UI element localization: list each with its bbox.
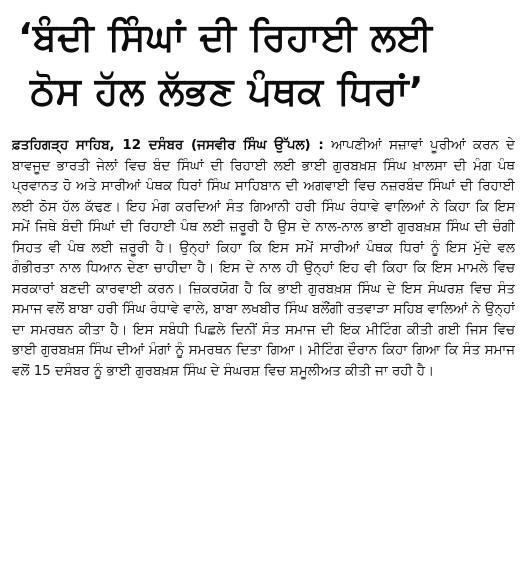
article-paragraph: [12, 136, 515, 382]
article-text: ਆਪਣੀਆਂ ਸਜ਼ਾਵਾਂ ਪੂਰੀਆਂ ਕਰਨ ਦੇ ਬਾਵਜੂਦ ਭਾਰਤੀ ਜੇਲਾਂ ਵਿਚ ਬੰਦ ਸਿੰਘਾਂ ਦੀ ਰਿਹਾਈ ਲਈ ਭਾਈ ਗੁਰਬਖ਼ਸ਼ ਸਿੰਘ ਖ਼ਾਲਸਾ ਦੀ ਮੰਗ ਪੰਥ ਪ੍ਰਵਾਨਤ ਹੋ ਅਤੇ ਸਾਰੀਆਂ ਪੰਥਕ ਧਿਰਾਂ ਸਿੰਘ ਸਾਹਿਬਾਨ ਦੀ ਅਗਵਾਈ ਵਿਚ ਨਜ਼ਰਬੰਦ ਸਿੰਘਾਂ ਦੀ ਰਿਹਾਈ ਲਈ ਠੋਸ ਹੱਲ ਕੱਢਣ। ਇਹ ਮੰਗ ਕਰਦਿਆਂ ਸੰਤ ਗਿਆਨੀ ਹਰੀ ਸਿੰਘ ਰੰਧਾਵੇ ਵਾਲਿਆਂ ਨੇ ਕਿਹਾ ਕਿ ਇਸ ਸਮੇਂ ਜਿਥੇ ਬੰਦੀ ਸਿੰਘਾਂ ਦੀ ਰਿਹਾਈ ਪੰਥ ਲਈ ਜ਼ਰੂਰੀ ਹੈ ਉਸ ਦੇ ਨਾਲ-ਨਾਲ ਭਾਈ ਗੁਰਬਖ਼ਸ਼ ਸਿੰਘ ਦੀ ਚੰਗੀ ਸਿਹਤ ਵੀ ਪੰਥ ਲਈ ਜ਼ਰੂਰੀ ਹੈ। ਉਨ੍ਹਾਂ ਕਿਹਾ ਕਿ ਇਸ ਸਮੇਂ ਸਾਰੀਆਂ ਪੰਥਕ ਧਿਰਾਂ ਨੂੰ ਇਸ ਮੁੱਦੇ ਵਲ ਗੰਭੀਰਤਾ ਨਾਲ ਧਿਆਨ ਦੇਣਾ ਚਾਹੀਦਾ ਹੈ। ਇਸ ਦੇ ਨਾਲ ਹੀ ਉਨ੍ਹਾਂ ਇਹ ਵੀ ਕਿਹਾ ਕਿ ਇਸ ਮਾਮਲੇ ਵਿਚ ਸਰਕਾਰਾਂ ਬਣਦੀ ਕਾਰਵਾਈ ਕਰਨ। ਜ਼ਿਕਰਯੋਗ ਹੈ ਕਿ ਭਾਈ ਗੁਰਬਖ਼ਸ਼ ਸਿੰਘ ਦੇ ਇਸ ਸੰਘਰਸ਼ ਵਿਚ ਸੰਤ ਸਮਾਜ ਵਲੋਂ ਬਾਬਾ ਹਰੀ ਸਿੰਘ ਰੰਧਾਵੇ ਵਾਲੇ, ਬਾਬਾ ਲਖਬੀਰ ਸਿੰਘ ਬਲੌਂਗੀ ਰਤਵਾੜਾ ਸਹਿਬ ਵਾਲਿਆਂ ਨੇ ਉਨ੍ਹਾਂ ਦਾ ਸਮਰਥਨ ਕੀਤਾ ਹੈ। ਇਸ ਸਬੰਧੀ ਪਿਛਲੇ ਦਿਨੀਂ ਸੰਤ ਸਮਾਜ ਦੀ ਇਕ ਮੀਟਿੰਗ ਕੀਤੀ ਗਈ ਜਿਸ ਵਿਚ ਭਾਈ ਗੁਰਬਖ਼ਸ਼ ਸਿੰਘ ਦੀਆਂ ਮੰਗਾਂ ਨੂੰ ਸਮਰਥਨ ਦਿਤਾ ਗਿਆ। ਮੀਟਿੰਗ ਦੌਰਾਨ ਕਿਹਾ ਗਿਆ ਕਿ ਸੰਤ ਸਮਾਜ ਵਲੋਂ 15 ਦਸੰਬਰ ਨੂੰ ਭਾਈ ਗੁਰਬਖ਼ਸ਼ ਸਿੰਘ ਦੇ ਸੰਘਰਸ਼ ਵਿਚ ਸ਼ਮੂਲੀਅਤ ਕੀਤੀ ਜਾ ਰਹੀ ਹੈ।: [12, 138, 515, 379]
article-body: [12, 136, 515, 572]
dateline: ਫ਼ਤਹਿਗੜ੍ਹ ਸਾਹਿਬ, 12 ਦਸੰਬਰ (ਜਸਵੀਰ ਸਿੰਘ ਉੱਪਲ) :: [12, 138, 324, 153]
headline-line-2: ਠੋਸ ਹੱਲ ਲੱਭਣ ਪੰਥਕ ਧਿਰਾਂ’: [30, 69, 424, 113]
headline-line-1: ‘ਬੰਦੀ ਸਿੰਘਾਂ ਦੀ ਰਿਹਾਈ ਲਈ: [18, 15, 433, 59]
article-headline: [12, 10, 515, 118]
